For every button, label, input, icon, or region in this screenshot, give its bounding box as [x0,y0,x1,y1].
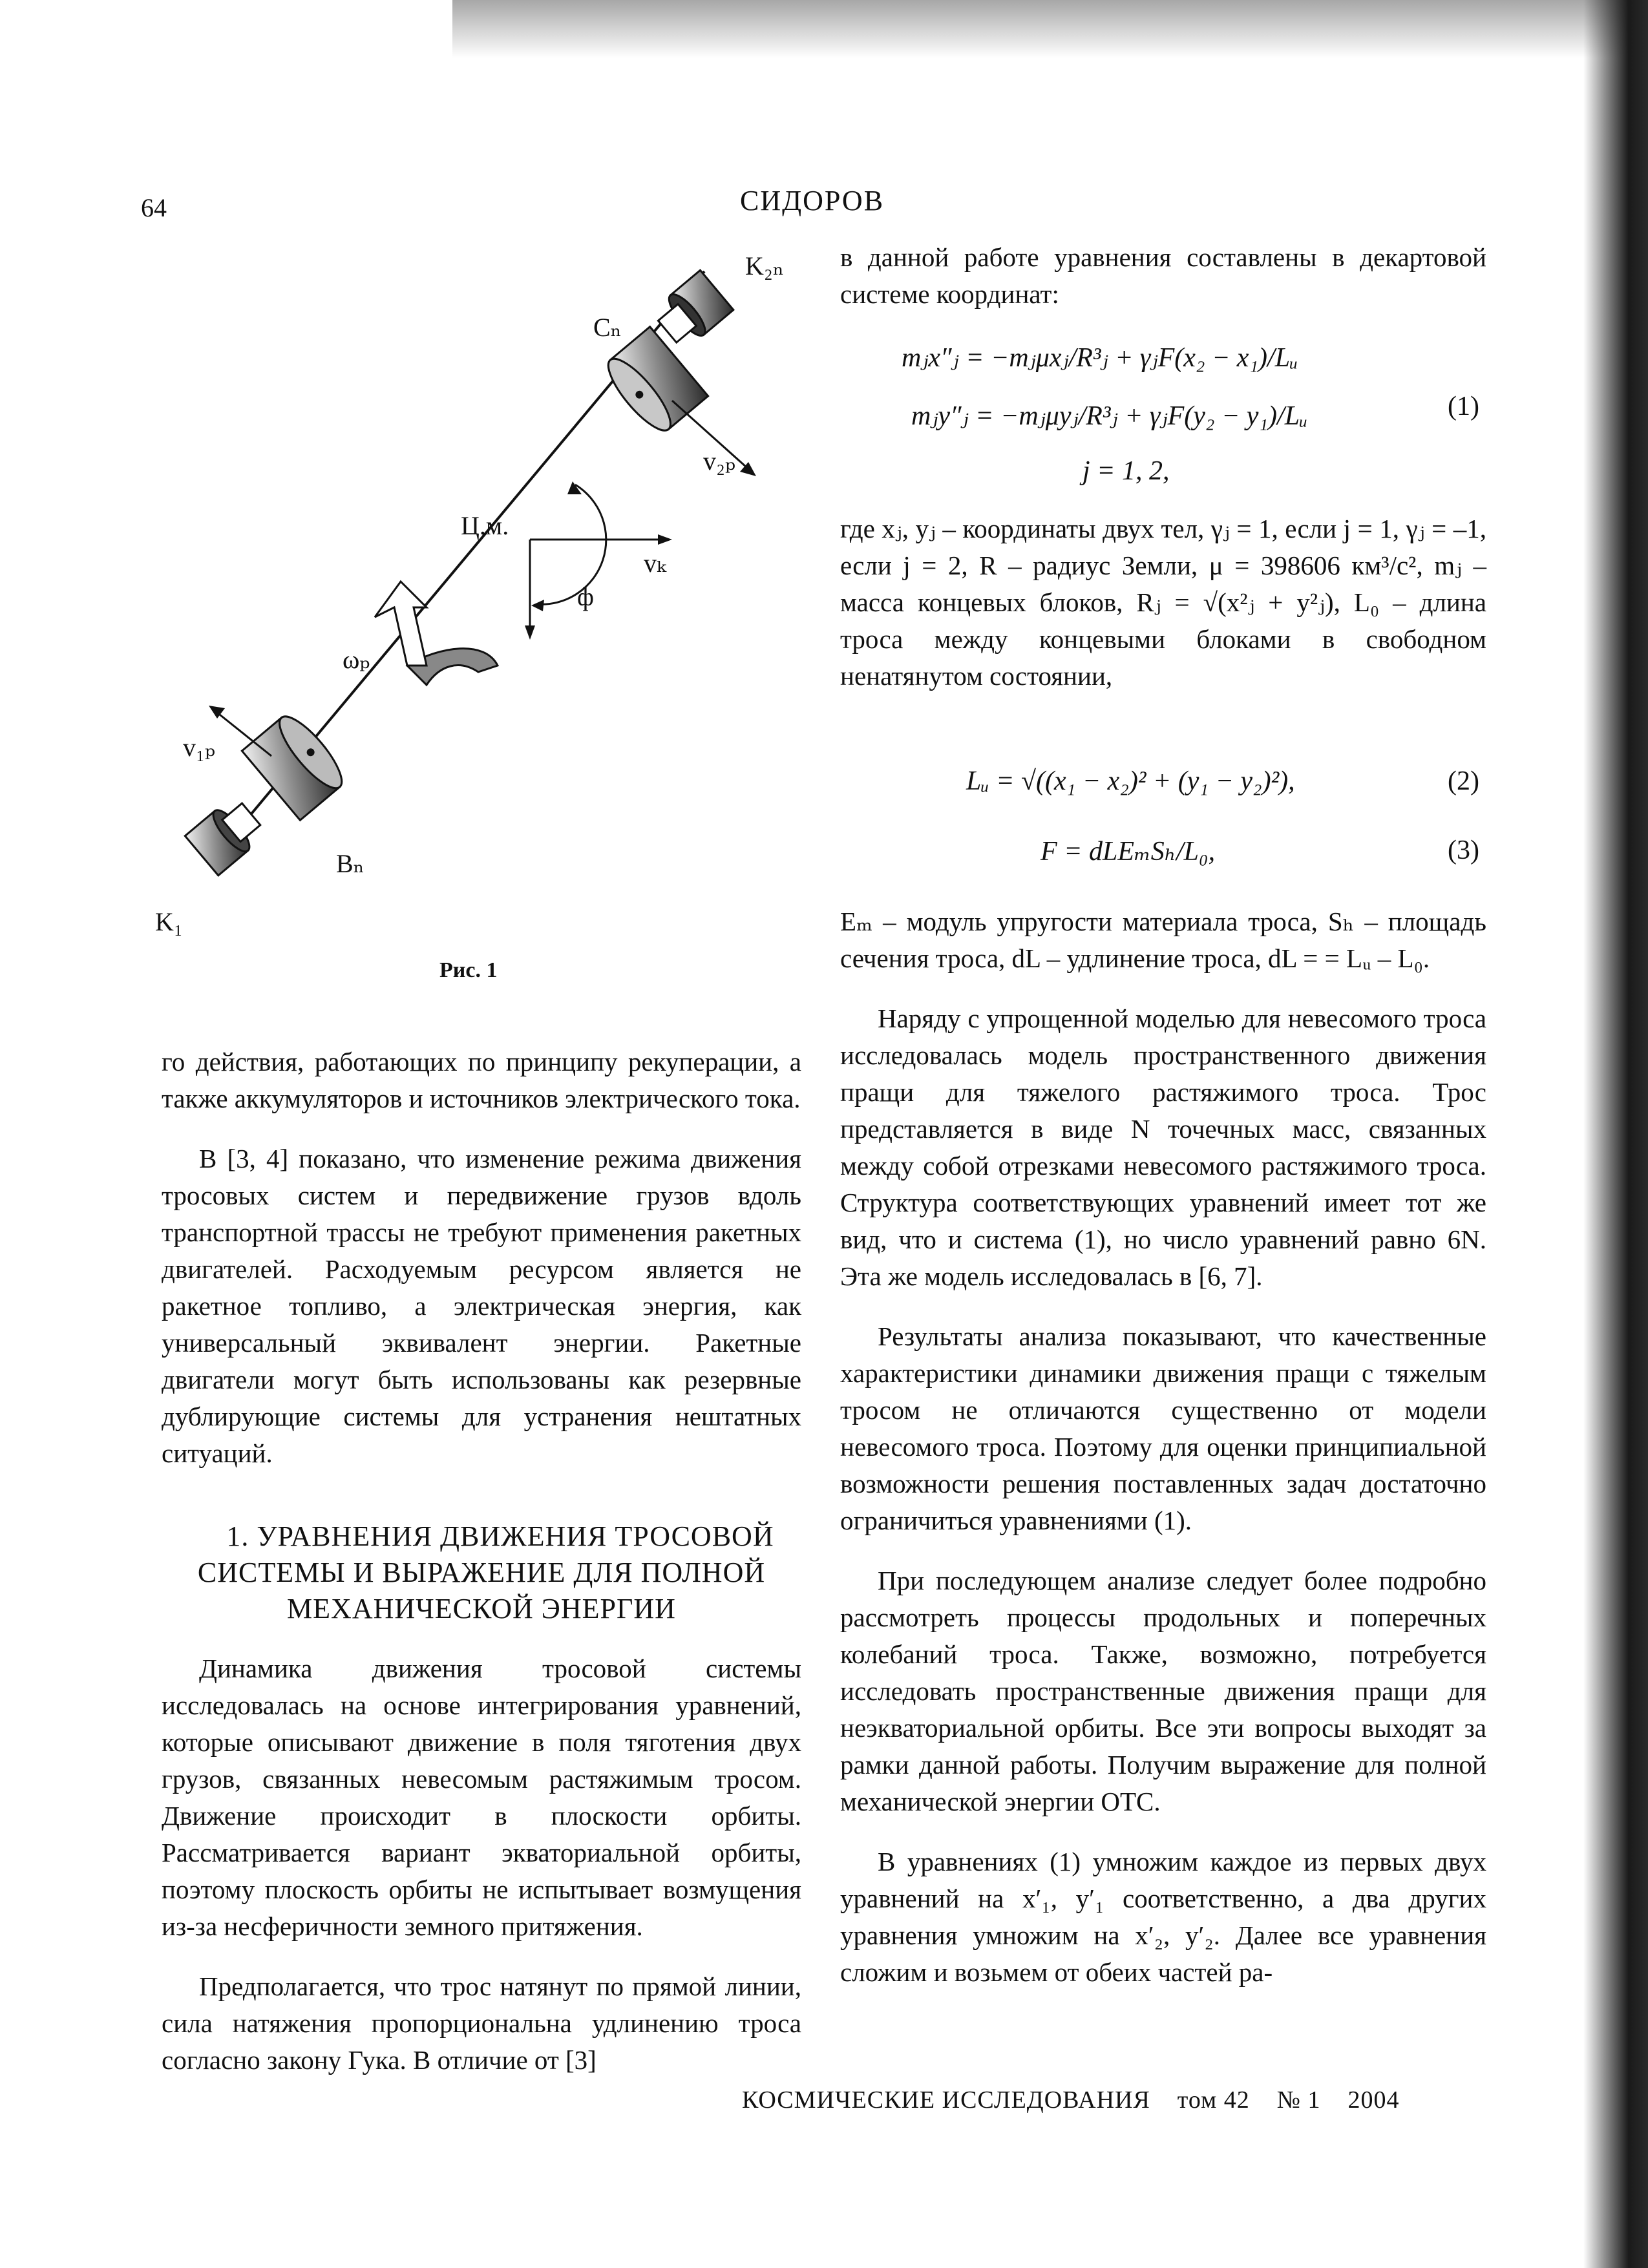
block-k2n [651,270,734,352]
block-bn [242,709,350,821]
label-omega: ωₚ [343,645,370,674]
journal-footer: КОСМИЧЕСКИЕ ИССЛЕДОВАНИЯ том 42 № 1 2004 [742,2086,1400,2114]
paragraph: Предполагается, что трос натянут по прямой линии, сила натяжения пропорциональна удлинению троса согласно закону Гука. В отличие от [3] [162,1971,801,2075]
label-v1p: v₁ₚ [183,733,215,762]
scan-shadow-edge [1583,0,1648,2268]
paragraph: где xⱼ, yⱼ – координаты двух тел, γⱼ = 1, если j = 1, γⱼ = –1, если j = 2, R – радиус Земли, μ = 398606 км³/c², mⱼ – масса концевых блоков, Rⱼ = √(x²ⱼ + y²ⱼ), L₀ – длина троса между концевыми блоками в свободном ненатянутом состоянии, [840,514,1486,691]
label-center-of-mass: Ц.м. [461,511,509,540]
figure-caption: Рис. 1 [439,958,498,982]
section-heading: 1. УРАВНЕНИЯ ДВИЖЕНИЯ ТРОСОВОЙ СИСТЕМЫ И ВЫРАЖЕНИЕ ДЛЯ ПОЛНОЙ МЕХАНИЧЕСКОЙ ЭНЕРГИИ [197,1520,774,1624]
label-k2n: K₂ₙ [745,251,785,280]
paragraph: го действия, работающих по принципу рекуперации, а также аккумуляторов и источников электрического тока. [162,1047,801,1113]
right-column-body [840,903,1486,2014]
paragraph: Наряду с упрощенной моделью для невесомого троса исследовалась модель пространственного движения пращи для тяжелого растяжимого троса. Трос представляется в виде N точечных масс, связанных между собой отрезками невесомого растяжимого троса. Структура соответствующих уравнений имеет тот же вид, что и система (1), но число уравнений равно 6N. Эта же модель исследовалась в [6, 7]. [840,1003,1486,1291]
right-column-intro [840,239,1486,336]
paragraph: В уравнениях (1) умножим каждое из первых двух уравнений на x′₁, y′₁ соответственно, а два других уравнения умножим на x′₂, y′₂. Далее все уравнения сложим и возьмем от обеих частей ра- [840,1847,1486,1987]
label-v2p: v₂ₚ [703,446,735,476]
equation-1c: j = 1, 2, [1083,456,1170,486]
equation-1b: mⱼy″ⱼ = −mⱼμyⱼ/R³ⱼ + γⱼF(y₂ − y₁)/Lᵤ [911,401,1308,431]
equation-number-2: (2) [1448,766,1479,796]
paragraph: При последующем анализе следует более подробно рассмотреть процессы продольных и поперечных колебаний троса. Также, возможно, потребуется исследовать пространственные движения пращи для неэкваториальной орбиты. Все эти вопросы выходят за рамки данной работы. Получим выражение для полной механической энергии ОТС. [840,1566,1486,1816]
paragraph: Eₘ – модуль упругости материала троса, Sₕ – площадь сечения троса, dL – удлинение троса, dL = = Lᵤ – L₀. [840,907,1486,973]
equation-3: F = dLEₘSₕ/L₀, [1041,837,1216,866]
left-column [162,1044,801,2102]
running-head: СИДОРОВ [740,185,885,216]
equation-1a: mⱼx″ⱼ = −mⱼμxⱼ/R³ⱼ + γⱼF(x₂ − x₁)/Lᵤ [902,343,1298,373]
label-k1: K₁ [155,907,183,936]
right-column-defs [840,510,1486,718]
label-bn: Bₙ [336,849,364,878]
paragraph: Результаты анализа показывают, что качественные характеристики динамики движения пращи с тяжелым тросом не отличаются существенно от модели невесомого троса. Поэтому для оценки принципиальной возможности решения поставленных задач достаточно ограничиться уравнениями (1). [840,1321,1486,1535]
label-vk: vₖ [644,549,666,578]
equation-number-1: (1) [1448,392,1479,421]
label-cn: Cₙ [593,313,622,342]
figure-tether-diagram [136,246,785,943]
equation-2: Lᵤ = √((x₁ − x₂)² + (y₁ − y₂)²), [966,766,1295,796]
equation-number-3: (3) [1448,835,1479,865]
paragraph: В [3, 4] показано, что изменение режима движения тросовых систем и передвижение грузов вдоль транспортной трассы не требуют применения ракетных двигателей. Расходуемым ресурсом является не ракетное топливо, а электрическая энергия, как универсальный эквивалент энергии. Ракетные двигатели могут быть использованы как резервные дублирующие системы для устранения нештатных ситуаций. [162,1144,801,1468]
block-cn [600,327,708,439]
block-k1 [185,794,268,876]
scan-shadow-top [452,0,1648,58]
paragraph: Динамика движения тросовой системы исследовалась на основе интегрирования уравнений, которые описывают движение в поля тяготения двух грузов, связанных невесомым растяжимым тросом. Движение происходит в плоскости орбиты. Рассматривается вариант экваториальной орбиты, поэтому плоскость орбиты не испытывает возмущения из-за несферичности земного притяжения. [162,1654,801,1941]
page-number: 64 [141,193,167,222]
paragraph: в данной работе уравнения составлены в декартовой системе координат: [840,242,1486,309]
label-phi: ф [577,582,594,611]
